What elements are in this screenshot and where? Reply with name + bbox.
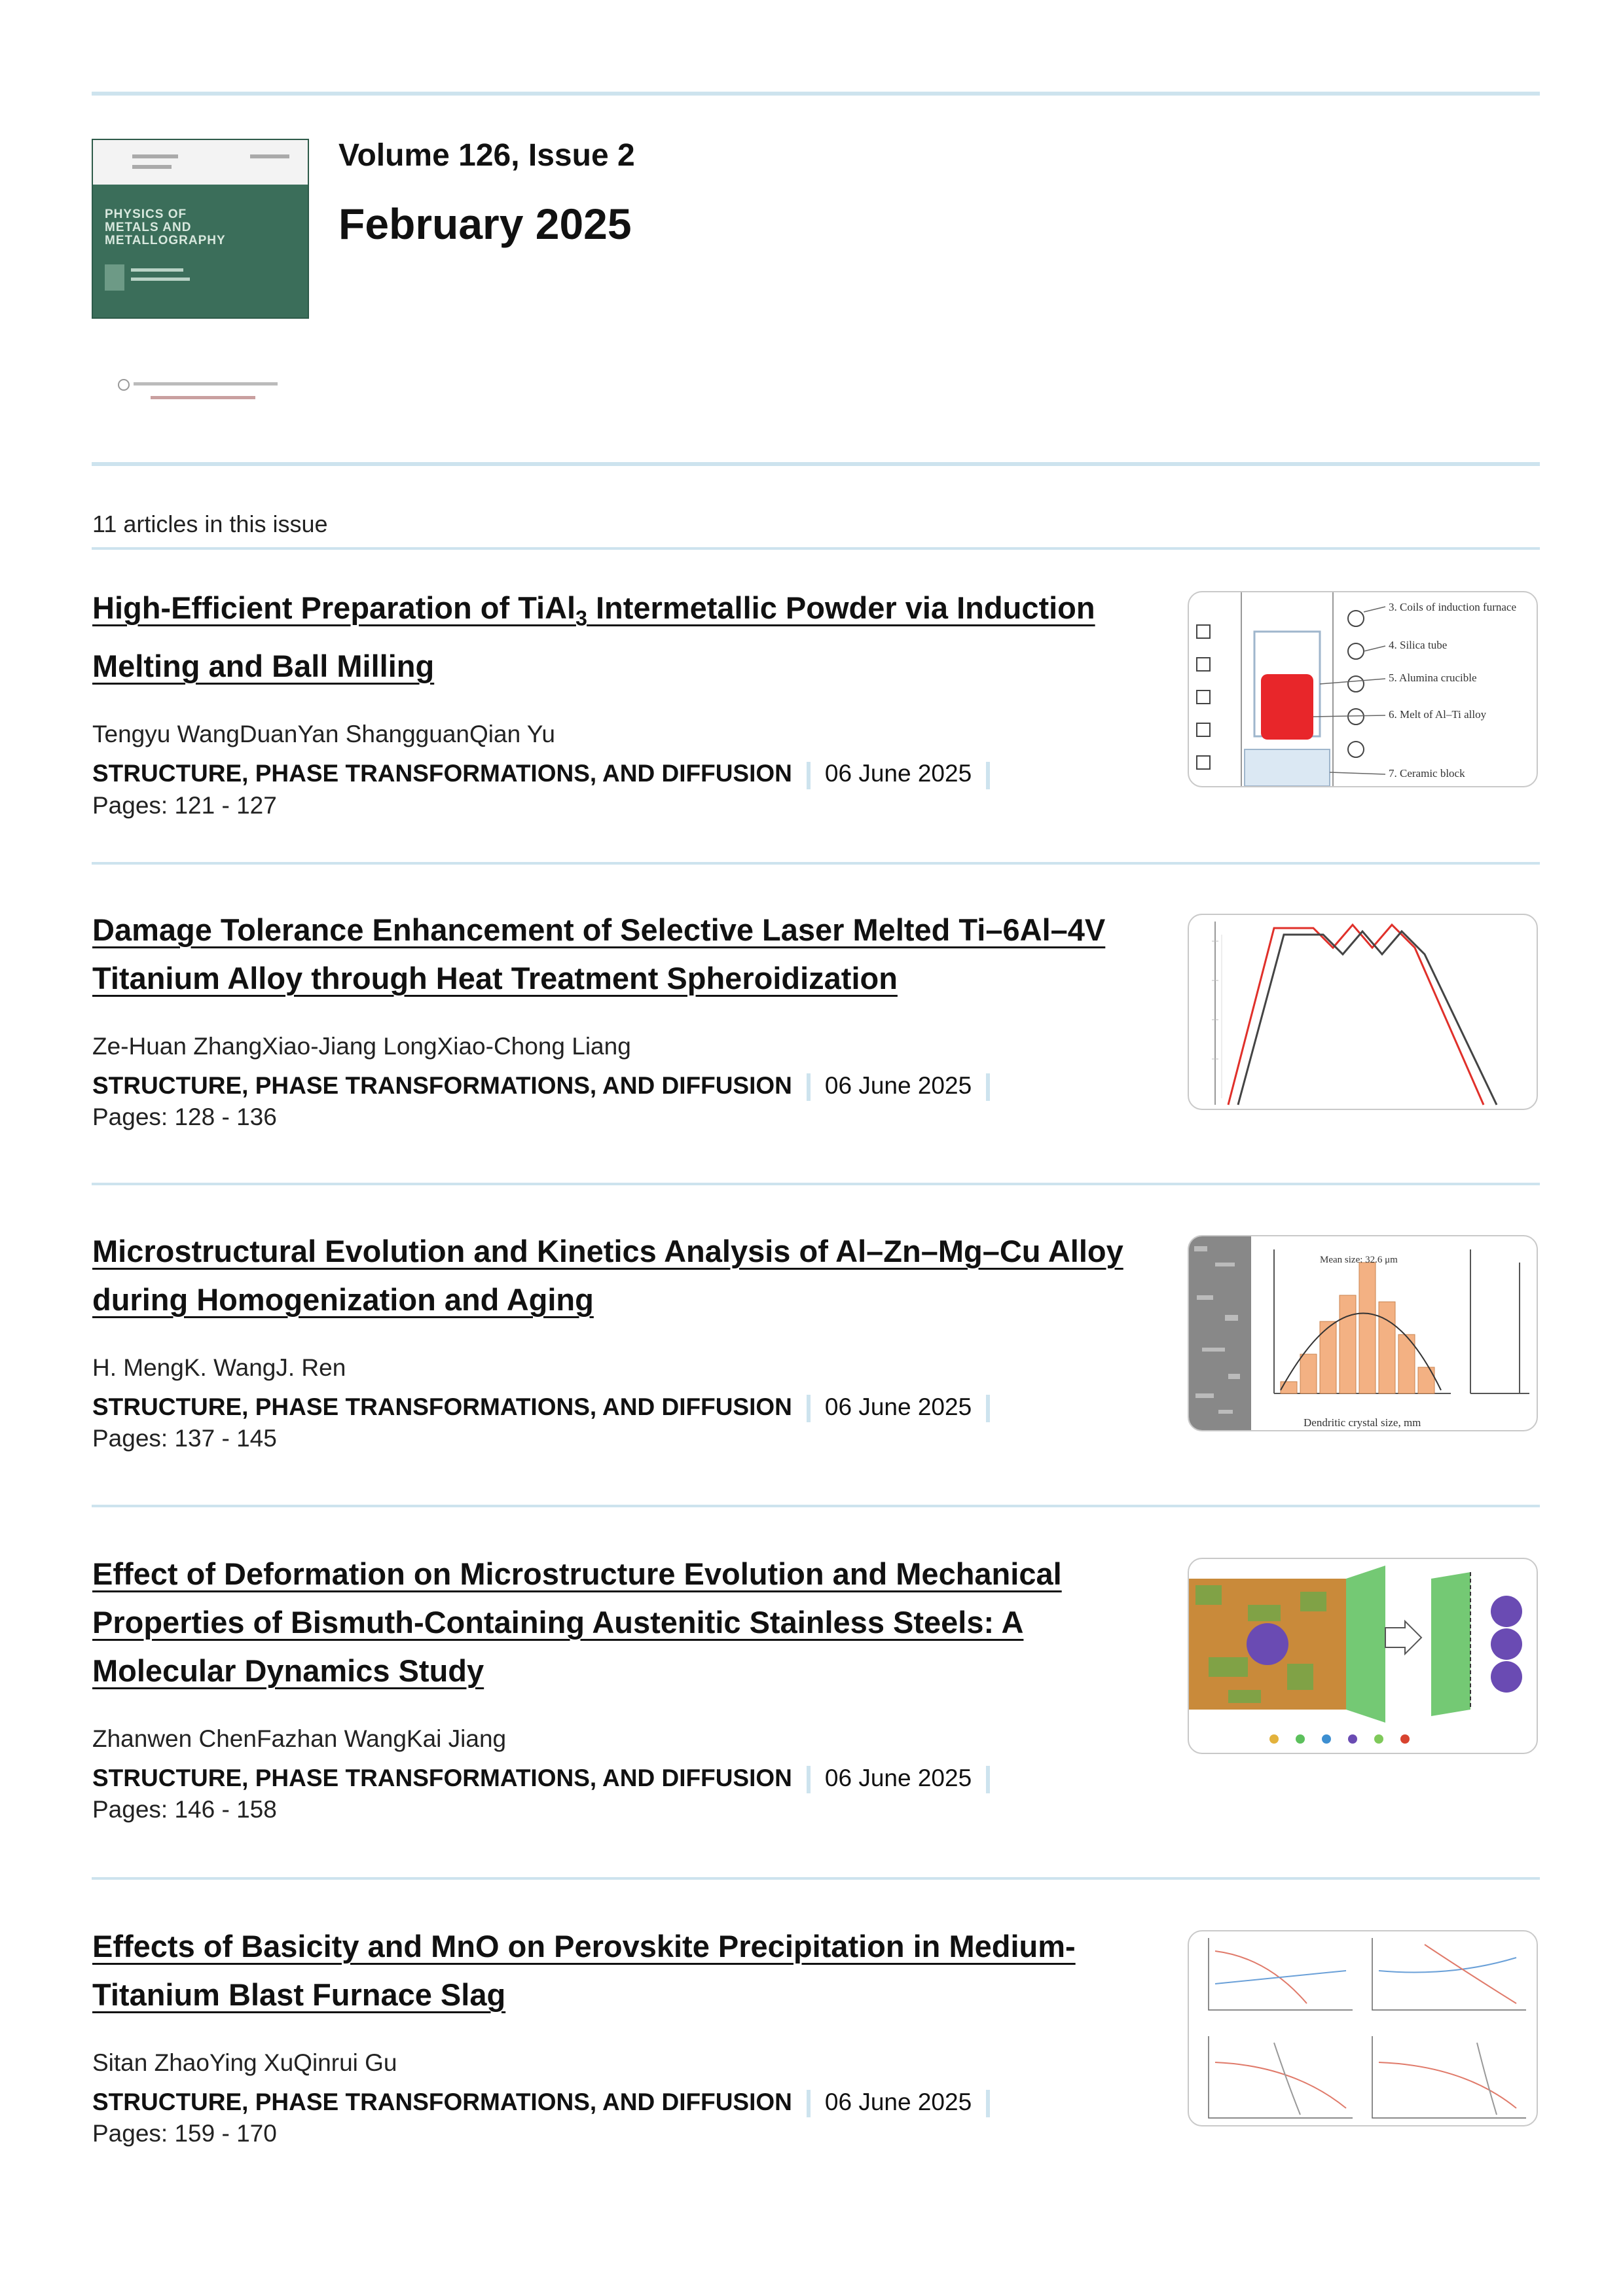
article-authors: Ze-Huan ZhangXiao-Jiang LongXiao-Chong Liang: [92, 1033, 631, 1060]
publisher-logo: [118, 376, 282, 403]
cover-volume-block: [105, 264, 124, 291]
article-section: STRUCTURE, PHASE TRANSFORMATIONS, AND DIFFUSION: [92, 1393, 792, 1420]
header-bottom-rule: [92, 462, 1540, 466]
article-section: STRUCTURE, PHASE TRANSFORMATIONS, AND DIFFUSION: [92, 1765, 792, 1791]
figure-note: Mean size: 32.6 μm: [1320, 1255, 1398, 1265]
journal-cover-image[interactable]: [92, 139, 309, 319]
article-pages: Pages: 137 - 145: [92, 1425, 277, 1452]
article-figure-thumbnail[interactable]: [1188, 1235, 1538, 1431]
article-pages: Pages: 121 - 127: [92, 791, 277, 819]
article-date: 06 June 2025: [824, 2089, 972, 2115]
cover-journal-title: PHYSICS OF METALS AND METALLOGRAPHY: [105, 207, 226, 247]
furnace-diagram: [1189, 592, 1537, 786]
count-rule: [92, 547, 1540, 550]
article-title-link[interactable]: Effects of Basicity and MnO on Perovskite Precipitation in Medium-Titanium Blast Furnace Slag: [92, 1929, 1076, 2012]
cover-header-band: [93, 140, 308, 185]
article-date: 06 June 2025: [824, 1393, 972, 1420]
article-pages: Pages: 159 - 170: [92, 2120, 277, 2147]
article-count: 11 articles in this issue: [92, 511, 328, 537]
article-authors: Sitan ZhaoYing XuQinrui Gu: [92, 2049, 397, 2076]
article-figure-thumbnail[interactable]: [1188, 1558, 1538, 1754]
top-rule: [92, 92, 1540, 96]
article-authors: Zhanwen ChenFazhan WangKai Jiang: [92, 1725, 507, 1752]
figure-label: 6. Melt of Al–Ti alloy: [1389, 708, 1487, 721]
article-title-link[interactable]: Effect of Deformation on Microstructure Evolution and Mechanical Properties of Bismuth-Containing Austenitic Stainless Steels: A Molecular Dynamics Study: [92, 1556, 1062, 1688]
article-date: 06 June 2025: [824, 1765, 972, 1791]
article-divider: [92, 862, 1540, 865]
article-pages: Pages: 128 - 136: [92, 1103, 277, 1131]
figure-label: 4. Silica tube: [1389, 639, 1448, 651]
article-title-link[interactable]: High-Efficient Preparation of TiAl$_3$ Intermetallic Powder via Induction Melting and Ball Milling: [92, 590, 1095, 684]
article-title-link[interactable]: Microstructural Evolution and Kinetics Analysis of Al–Zn–Mg–Cu Alloy during Homogenization and Aging: [92, 1234, 1123, 1317]
grain-size-histogram: [1189, 1236, 1537, 1430]
article-divider: [92, 1505, 1540, 1507]
molecular-dynamics-figure: [1189, 1559, 1537, 1753]
article-divider: [92, 1183, 1540, 1185]
issue-volume: Volume 126, Issue 2: [338, 138, 635, 173]
article-pages: Pages: 146 - 158: [92, 1796, 277, 1823]
article-section: STRUCTURE, PHASE TRANSFORMATIONS, AND DIFFUSION: [92, 2089, 792, 2115]
phase-diagram-grid: [1189, 1931, 1537, 2125]
article-divider: [92, 1877, 1540, 1880]
article-meta: [92, 1765, 1540, 1793]
figure-label: 5. Alumina crucible: [1389, 672, 1477, 684]
article-authors: H. MengK. WangJ. Ren: [92, 1354, 346, 1381]
article-figure-thumbnail[interactable]: [1188, 591, 1538, 787]
article-date: 06 June 2025: [824, 1072, 972, 1099]
figure-x-label: Dendritic crystal size, mm: [1304, 1416, 1421, 1429]
article-section: STRUCTURE, PHASE TRANSFORMATIONS, AND DIFFUSION: [92, 1072, 792, 1099]
article-section: STRUCTURE, PHASE TRANSFORMATIONS, AND DIFFUSION: [92, 760, 792, 787]
article-title-link[interactable]: Damage Tolerance Enhancement of Selective Laser Melted Ti–6Al–4V Titanium Alloy through Heat Treatment Spheroidization: [92, 912, 1106, 996]
heat-treatment-diagram: [1189, 915, 1537, 1109]
article-authors: Tengyu WangDuanYan ShangguanQian Yu: [92, 721, 555, 748]
issue-date: February 2025: [338, 200, 632, 248]
article-date: 06 June 2025: [824, 760, 972, 787]
article-figure-thumbnail[interactable]: [1188, 1930, 1538, 2126]
figure-label: 3. Coils of induction furnace: [1389, 601, 1516, 613]
article-figure-thumbnail[interactable]: [1188, 914, 1538, 1110]
figure-label: 7. Ceramic block: [1389, 767, 1465, 780]
